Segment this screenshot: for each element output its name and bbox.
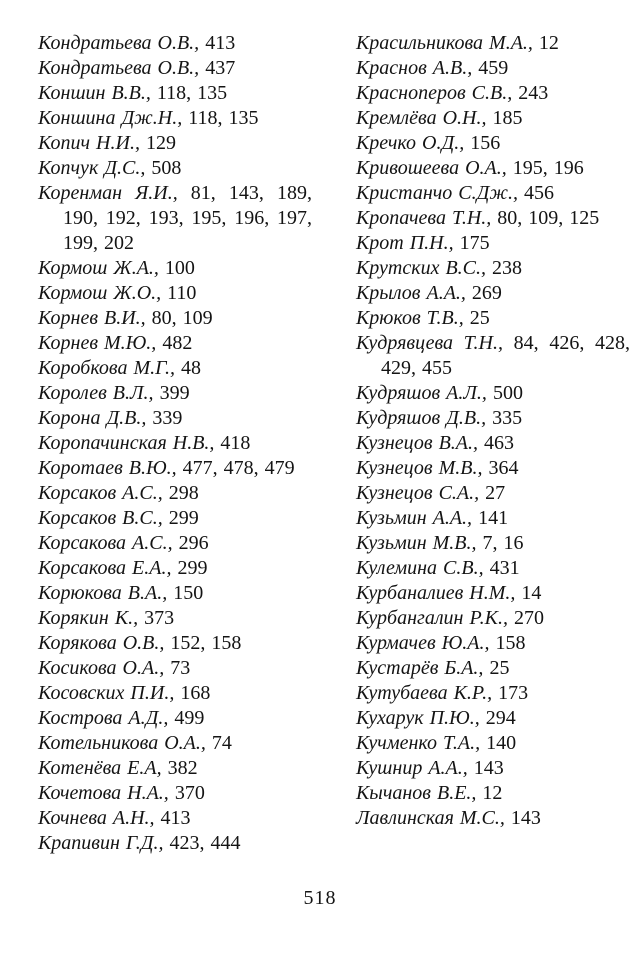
entry-name: Кузнецов М.В., <box>356 457 483 479</box>
index-entry <box>38 156 312 181</box>
index-entry <box>38 56 312 81</box>
entry-name: Кристанчо С.Дж., <box>356 182 518 204</box>
entry-name: Кострова А.Д., <box>38 707 169 729</box>
entry-pages: 118, 135 <box>150 82 228 104</box>
entry-pages: 499 <box>168 707 205 729</box>
index-entry <box>38 481 312 506</box>
entry-name: Кочнева А.Н., <box>38 807 155 829</box>
index-entry <box>356 506 630 531</box>
entry-pages: 370 <box>168 782 205 804</box>
entry-pages: 84, 426, 428, 429, 455 <box>381 332 630 379</box>
entry-name: Кречко О.Д., <box>356 132 465 154</box>
entry-name: Коренман Я.И., <box>38 182 178 204</box>
index-entry <box>38 431 312 456</box>
entry-pages: 399 <box>153 382 190 404</box>
entry-pages: 294 <box>479 707 516 729</box>
entry-name: Корсакова Е.А., <box>38 557 172 579</box>
entry-name: Коропачинская Н.В., <box>38 432 215 454</box>
entry-pages: 80, 109 <box>145 307 213 329</box>
entry-name: Крутских В.С., <box>356 257 487 279</box>
entry-name: Корякин К., <box>38 607 139 629</box>
entry-name: Кухарук П.Ю., <box>356 707 480 729</box>
index-entry <box>38 606 312 631</box>
entry-name: Кривошеева О.А., <box>356 157 507 179</box>
entry-pages: 296 <box>172 532 209 554</box>
entry-pages: 152, 158 <box>164 632 242 654</box>
entry-name: Кутубаева К.Р., <box>356 682 493 704</box>
index-entry <box>356 731 630 756</box>
entry-pages: 12 <box>532 32 559 54</box>
entry-pages: 413 <box>199 32 236 54</box>
entry-pages: 335 <box>486 407 523 429</box>
entry-pages: 48 <box>175 357 201 379</box>
index-entry <box>38 581 312 606</box>
entry-name: Красноперов С.В., <box>356 82 513 104</box>
entry-pages: 482 <box>156 332 193 354</box>
index-entry <box>356 56 630 81</box>
entry-pages: 500 <box>486 382 523 404</box>
index-entry <box>356 206 630 231</box>
index-entry <box>356 481 630 506</box>
entry-pages: 418 <box>214 432 251 454</box>
index-entry <box>38 31 312 56</box>
entry-name: Кузьмин А.А., <box>356 507 473 529</box>
index-entry <box>38 731 312 756</box>
index-entry <box>356 806 630 831</box>
index-entry <box>356 656 630 681</box>
index-entry <box>38 781 312 806</box>
index-entry <box>356 181 630 206</box>
entry-pages: 100 <box>158 257 195 279</box>
entry-pages: 382 <box>161 757 198 779</box>
entry-pages: 299 <box>162 507 199 529</box>
index-entry <box>356 256 630 281</box>
entry-name: Кудрявцева Т.Н., <box>356 332 503 354</box>
entry-name: Коншин В.В., <box>38 82 151 104</box>
entry-pages: 141 <box>472 507 509 529</box>
entry-pages: 14 <box>515 582 542 604</box>
entry-name: Кузьмин М.В., <box>356 532 477 554</box>
entry-name: Коробкова М.Г., <box>38 357 175 379</box>
entry-name: Крот П.Н., <box>356 232 454 254</box>
entry-pages: 129 <box>139 132 176 154</box>
index-entry <box>38 806 312 831</box>
entry-pages: 269 <box>465 282 502 304</box>
entry-name: Курмачев Ю.А., <box>356 632 490 654</box>
entry-pages: 168 <box>174 682 211 704</box>
entry-name: Кучменко Т.А., <box>356 732 481 754</box>
index-entry <box>38 81 312 106</box>
index-entry <box>356 556 630 581</box>
entry-pages: 110 <box>161 282 197 304</box>
entry-name: Курбангалин Р.К., <box>356 607 508 629</box>
entry-name: Корнев В.И., <box>38 307 146 329</box>
index-entry <box>356 681 630 706</box>
entry-name: Курбаналиев Н.М., <box>356 582 516 604</box>
entry-name: Кремлёва О.Н., <box>356 107 487 129</box>
index-column-right <box>356 31 630 856</box>
index-entry <box>38 556 312 581</box>
entry-name: Кузнецов С.А., <box>356 482 480 504</box>
entry-pages: 195, 196 <box>506 157 584 179</box>
entry-name: Котенёва Е.А, <box>38 757 162 779</box>
index-entry <box>356 631 630 656</box>
index-entry <box>356 106 630 131</box>
index-entry <box>38 306 312 331</box>
entry-pages: 150 <box>167 582 204 604</box>
entry-name: Кулемина С.В., <box>356 557 484 579</box>
entry-pages: 508 <box>145 157 182 179</box>
entry-name: Копчук Д.С., <box>38 157 146 179</box>
index-entry <box>356 156 630 181</box>
index-entry <box>356 406 630 431</box>
entry-name: Крюков Т.В., <box>356 307 464 329</box>
entry-name: Корсакова А.С., <box>38 532 173 554</box>
index-entry <box>38 331 312 356</box>
entry-name: Кормош Ж.А., <box>38 257 159 279</box>
entry-name: Коротаев В.Ю., <box>38 457 177 479</box>
page-number: 518 <box>303 887 337 909</box>
entry-pages: 143 <box>467 757 504 779</box>
entry-pages: 431 <box>483 557 520 579</box>
index-entry <box>356 531 630 556</box>
entry-pages: 74 <box>205 732 232 754</box>
index-entry <box>38 456 312 481</box>
entry-name: Краснов А.В., <box>356 57 473 79</box>
entry-name: Корякова О.В., <box>38 632 165 654</box>
entry-name: Кропачева Т.Н., <box>356 207 492 229</box>
index-entry <box>356 331 630 381</box>
entry-name: Крылов А.А., <box>356 282 466 304</box>
entry-name: Лавлинская М.С., <box>356 807 505 829</box>
entry-name: Котельникова О.А., <box>38 732 206 754</box>
entry-pages: 25 <box>483 657 510 679</box>
entry-pages: 270 <box>507 607 544 629</box>
index-entry <box>356 581 630 606</box>
entry-name: Копич Н.И., <box>38 132 140 154</box>
index-entry <box>38 831 312 856</box>
index-entry <box>38 106 312 131</box>
index-entry <box>38 656 312 681</box>
entry-name: Кудряшов А.Л., <box>356 382 487 404</box>
entry-name: Крапивин Г.Д., <box>38 832 164 854</box>
entry-name: Кочетова Н.А., <box>38 782 169 804</box>
entry-pages: 80, 109, 125 <box>491 207 600 229</box>
entry-pages: 463 <box>478 432 514 454</box>
entry-pages: 437 <box>199 57 236 79</box>
index-entry <box>38 681 312 706</box>
index-column-left <box>38 31 312 856</box>
entry-name: Косикова О.А., <box>38 657 165 679</box>
index-entry <box>356 606 630 631</box>
entry-name: Кычанов В.Е., <box>356 782 477 804</box>
entry-pages: 175 <box>453 232 490 254</box>
entry-name: Корнев М.Ю., <box>38 332 157 354</box>
entry-pages: 459 <box>472 57 509 79</box>
entry-name: Косовских П.И., <box>38 682 175 704</box>
entry-pages: 143 <box>504 807 541 829</box>
index-entry <box>356 306 630 331</box>
entry-pages: 413 <box>154 807 191 829</box>
index-entry <box>356 281 630 306</box>
index-entry <box>38 131 312 156</box>
index-entry <box>38 256 312 281</box>
index-entry <box>356 456 630 481</box>
index-entry <box>356 781 630 806</box>
entry-name: Кустарёв Б.А., <box>356 657 484 679</box>
entry-name: Красильникова М.А., <box>356 32 533 54</box>
entry-pages: 238 <box>486 257 523 279</box>
entry-pages: 423, 444 <box>163 832 241 854</box>
entry-name: Кушнир А.А., <box>356 757 468 779</box>
entry-pages: 299 <box>171 557 208 579</box>
entry-pages: 25 <box>463 307 490 329</box>
entry-pages: 81, 143, 189, 190, 192, 193, 195, 196, 197, 199, 202 <box>63 182 313 254</box>
index-entry <box>38 381 312 406</box>
index-entry <box>38 706 312 731</box>
entry-pages: 298 <box>162 482 199 504</box>
entry-pages: 12 <box>476 782 503 804</box>
index-entry <box>356 756 630 781</box>
entry-pages: 7, 16 <box>476 532 524 554</box>
index-entry <box>38 281 312 306</box>
entry-pages: 339 <box>146 407 183 429</box>
entry-name: Корюкова В.А., <box>38 582 168 604</box>
entry-pages: 156 <box>464 132 501 154</box>
entry-name: Корсаков В.С., <box>38 507 163 529</box>
entry-name: Корона Д.В., <box>38 407 147 429</box>
index-entry <box>356 706 630 731</box>
index-entry <box>356 131 630 156</box>
index-entry <box>356 81 630 106</box>
index-entry <box>356 381 630 406</box>
index-entry <box>38 631 312 656</box>
entry-name: Кондратьева О.В., <box>38 32 200 54</box>
index-entry <box>38 506 312 531</box>
entry-pages: 173 <box>492 682 529 704</box>
index-entry <box>38 406 312 431</box>
entry-pages: 373 <box>138 607 175 629</box>
index-columns <box>38 31 630 856</box>
index-entry <box>38 356 312 381</box>
entry-pages: 27 <box>479 482 506 504</box>
entry-pages: 185 <box>486 107 523 129</box>
index-entry <box>38 756 312 781</box>
entry-pages: 118, 135 <box>182 107 259 129</box>
index-entry <box>356 31 630 56</box>
entry-pages: 140 <box>480 732 517 754</box>
index-entry <box>38 181 312 256</box>
entry-name: Кормош Ж.О., <box>38 282 162 304</box>
entry-pages: 364 <box>482 457 519 479</box>
entry-name: Королев В.Л., <box>38 382 154 404</box>
index-entry <box>356 231 630 256</box>
entry-name: Кудряшов Д.В., <box>356 407 487 429</box>
entry-pages: 456 <box>517 182 554 204</box>
entry-pages: 158 <box>489 632 526 654</box>
entry-name: Корсаков А.С., <box>38 482 163 504</box>
entry-name: Кондратьева О.В., <box>38 57 200 79</box>
index-entry <box>38 531 312 556</box>
entry-name: Кузнецов В.А., <box>356 432 478 454</box>
index-entry <box>356 431 630 456</box>
entry-pages: 243 <box>512 82 549 104</box>
entry-pages: 477, 478, 479 <box>176 457 295 479</box>
entry-pages: 73 <box>164 657 191 679</box>
entry-name: Коншина Дж.Н., <box>38 107 183 129</box>
